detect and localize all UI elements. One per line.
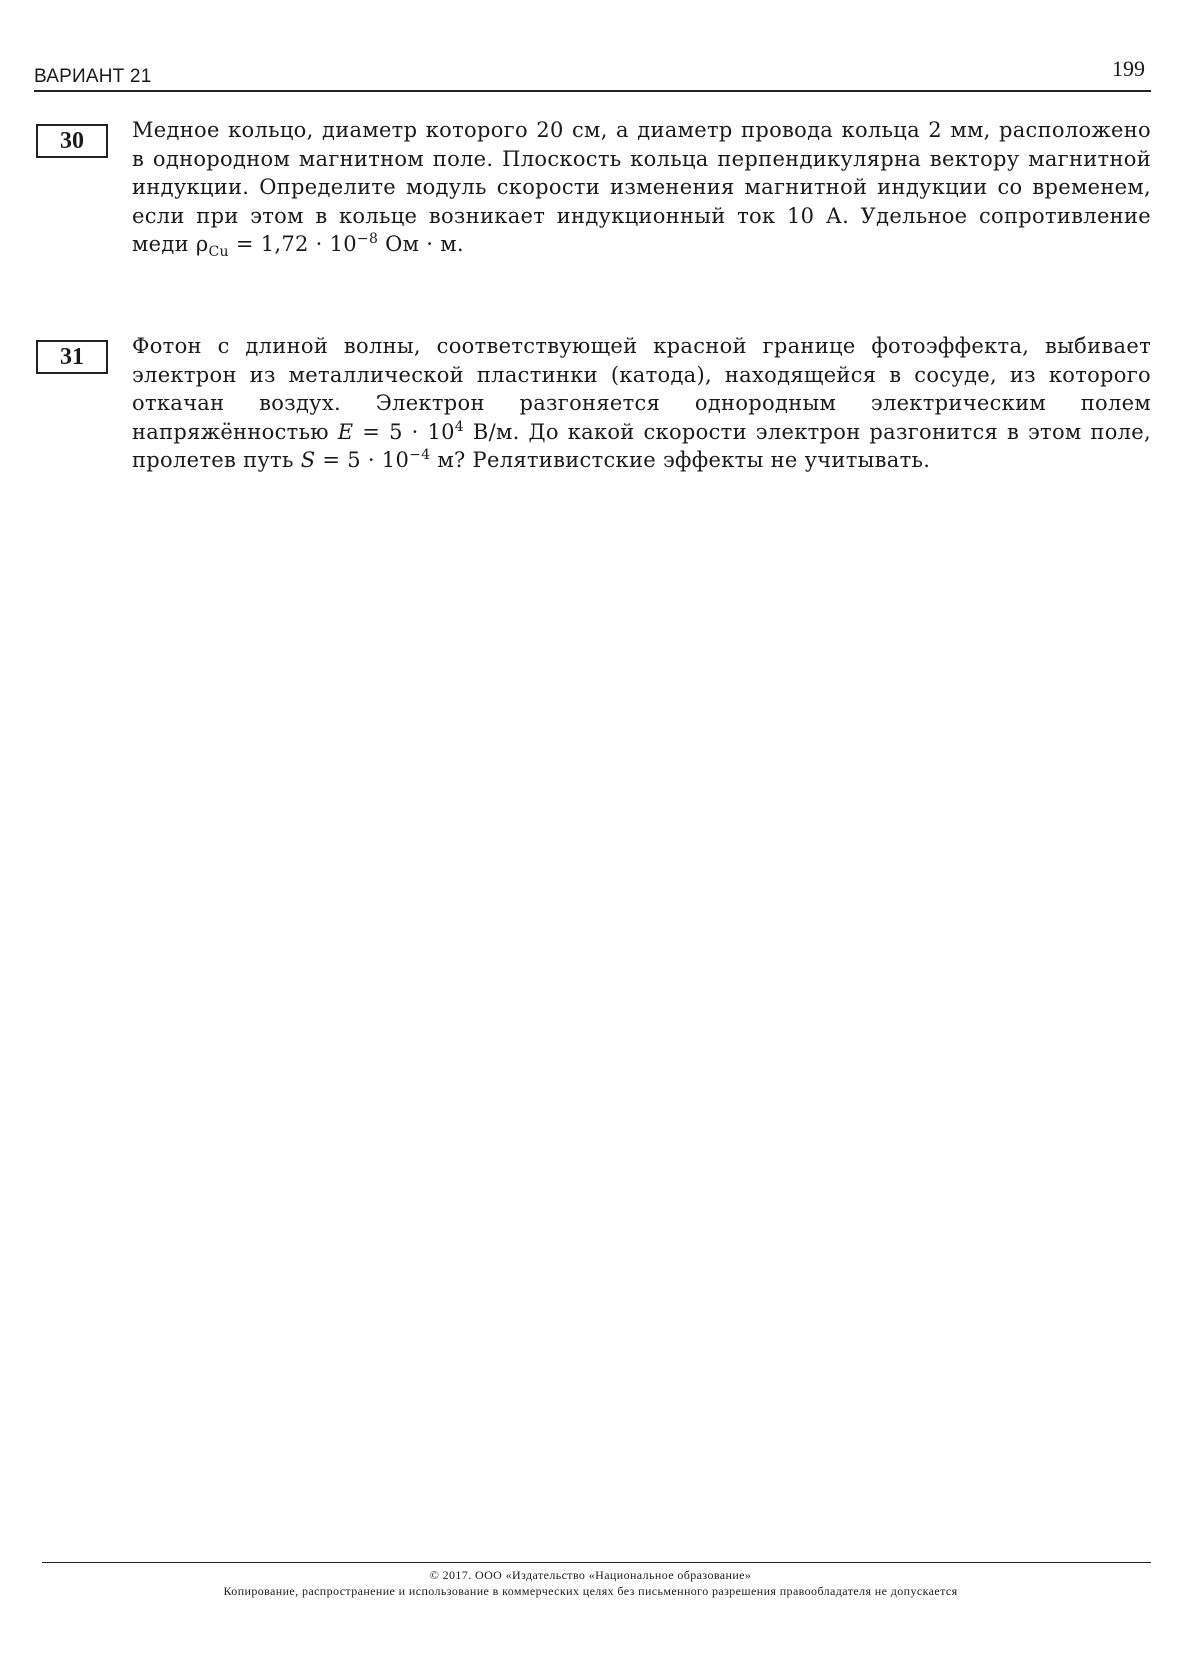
e-variable: E: [337, 419, 354, 444]
footer-notice: Копирование, распространение и использование в коммерческих целях без письменного разрешения правообладателя не допускается: [223, 1584, 958, 1598]
task-number-31: 31: [36, 340, 108, 374]
s-exponent: −4: [409, 447, 431, 463]
task-30-text: [132, 116, 1151, 259]
header-divider: [34, 90, 1151, 92]
task-30-exponent: −8: [356, 231, 379, 247]
task-31-part2: В/м. До какой скорости электрон разгонится в этом поле, пролетев путь: [132, 419, 1151, 472]
task-31-text: [132, 332, 1151, 475]
s-variable: S: [300, 448, 316, 472]
task-31-part1: Фотон с длиной волны, соответствующей красной границе фотоэффекта, выбивает электрон из металлической пластинки (катода), находящейся в сосуде, из которого откачан воздух. Электрон разгоняется однородным электрическим полем напряжённостью: [132, 334, 1151, 444]
task-number-30: 30: [36, 124, 108, 158]
task-30-body: Медное кольцо, диаметр которого 20 см, а диаметр провода кольца 2 мм, расположено в однородном магнитном поле. Плоскость кольца перпендикулярна вектору магнитной индукции. Определите модуль скорости изменения магнитной индукции со временем, если при этом в кольце возникает индукционный ток 10 А. Удельное сопротивление меди ρ: [132, 118, 1151, 256]
variant-label: ВАРИАНТ 21: [34, 66, 152, 87]
page-number: 199: [1112, 56, 1145, 81]
s-equation: = 5 · 10: [315, 448, 410, 472]
rho-subscript: Cu: [208, 244, 229, 261]
task-30-equation: = 1,72 · 10: [228, 232, 357, 256]
footer-divider: [42, 1562, 1151, 1563]
e-equation: = 5 · 10: [353, 419, 455, 444]
footer-copyright: © 2017. ООО «Издательство «Национальное образование»: [429, 1568, 752, 1582]
task-30-unit: Ом · м.: [378, 232, 464, 256]
task-31-part3: м? Релятивистские эффекты не учитывать.: [430, 448, 931, 472]
e-exponent: 4: [454, 418, 465, 435]
